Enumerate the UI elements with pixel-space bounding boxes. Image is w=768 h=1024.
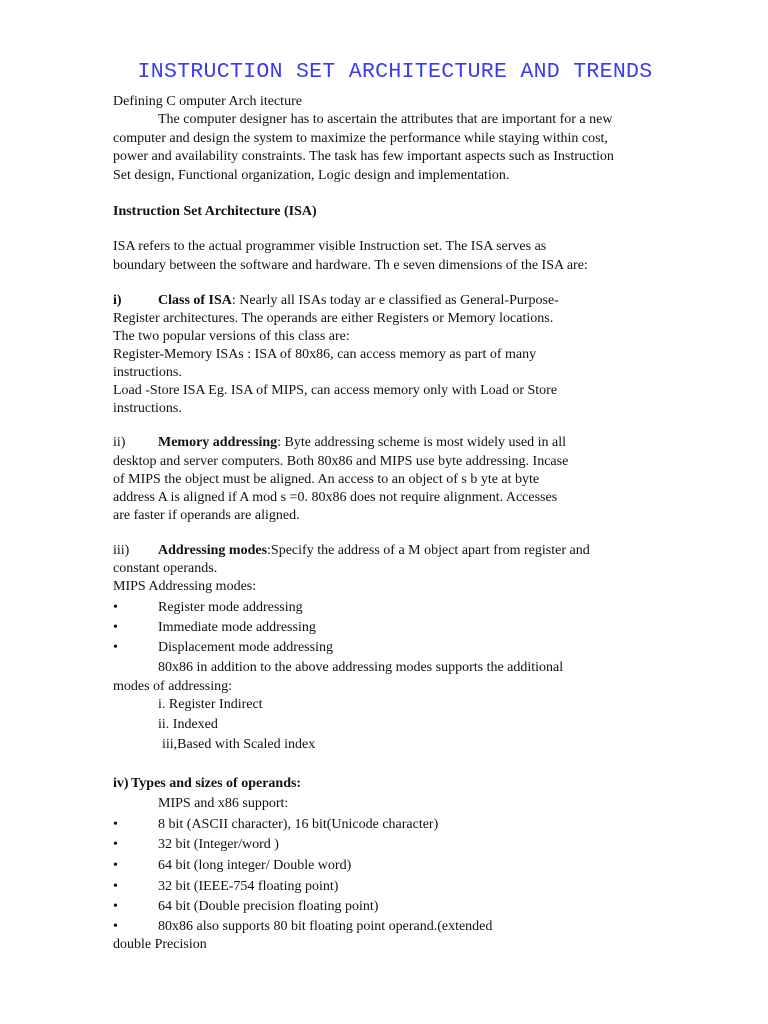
- x86-mode-item: iii,Based with Scaled index: [162, 737, 316, 752]
- item-text: : Byte addressing scheme is most widely used in all: [277, 435, 567, 450]
- bullet-icon: •: [113, 899, 118, 914]
- operand-item: 64 bit (Double precision floating point): [158, 899, 379, 914]
- item-label: Memory addressing: [158, 435, 278, 450]
- item-label: Types and sizes of operands:: [131, 776, 302, 791]
- operands-intro: MIPS and x86 support:: [158, 796, 289, 811]
- bullet-icon: •: [113, 919, 118, 934]
- operand-item-continuation: double Precision: [113, 937, 207, 952]
- class-of-isa-line: Register-Memory ISAs : ISA of 80x86, can access memory as part of many: [113, 347, 537, 362]
- item-number: i): [113, 293, 122, 308]
- x86-modes-line: modes of addressing:: [113, 679, 232, 694]
- intro-line: Set design, Functional organization, Logic design and implementation.: [113, 168, 510, 183]
- operand-item: 80x86 also supports 80 bit floating point operand.(extended: [158, 919, 493, 934]
- class-of-isa-line: instructions.: [113, 365, 182, 380]
- mips-modes-heading: MIPS Addressing modes:: [113, 579, 257, 594]
- bullet-icon: •: [113, 817, 118, 832]
- bullet-icon: •: [113, 837, 118, 852]
- intro-line: The computer designer has to ascertain the attributes that are important for a new: [158, 112, 613, 127]
- memory-addressing-line: desktop and server computers. Both 80x86 and MIPS use byte addressing. Incase: [113, 454, 569, 469]
- item-text: : Nearly all ISAs today ar e classified as General-Purpose-: [231, 293, 559, 308]
- operand-item: 32 bit (Integer/word ): [158, 837, 279, 852]
- addressing-modes-line: constant operands.: [113, 561, 218, 576]
- memory-addressing-paragraph: [113, 434, 566, 452]
- isa-line: ISA refers to the actual programmer visible Instruction set. The ISA serves as: [113, 239, 547, 254]
- class-of-isa-line: Register architectures. The operands are either Registers or Memory locations.: [113, 311, 554, 326]
- item-number: iv): [113, 776, 129, 791]
- operands-heading: [113, 775, 301, 793]
- bullet-icon: •: [113, 600, 118, 615]
- item-label: Addressing modes: [158, 543, 268, 558]
- item-label: Class of ISA: [158, 293, 232, 308]
- memory-addressing-line: address A is aligned if A mod s =0. 80x86 does not require alignment. Accesses: [113, 490, 558, 505]
- isa-line: boundary between the software and hardware. Th e seven dimensions of the ISA are:: [113, 258, 588, 273]
- class-of-isa-line: Load -Store ISA Eg. ISA of MIPS, can access memory only with Load or Store: [113, 383, 558, 398]
- intro-line: power and availability constraints. The task has few important aspects such as Instruction: [113, 149, 614, 164]
- mips-mode-item: Immediate mode addressing: [158, 620, 316, 635]
- addressing-modes-paragraph: [113, 542, 590, 560]
- item-text: :Specify the address of a M object apart from register and: [267, 543, 590, 558]
- item-number: ii): [113, 435, 126, 450]
- x86-mode-item: ii. Indexed: [158, 717, 218, 732]
- mips-mode-item: Register mode addressing: [158, 600, 303, 615]
- bullet-icon: •: [113, 620, 118, 635]
- class-of-isa-line: The two popular versions of this class are:: [113, 329, 350, 344]
- x86-mode-item: i. Register Indirect: [158, 697, 263, 712]
- operand-item: 8 bit (ASCII character), 16 bit(Unicode character): [158, 817, 439, 832]
- operand-item: 32 bit (IEEE-754 floating point): [158, 879, 339, 894]
- bullet-icon: •: [113, 858, 118, 873]
- page-title: INSTRUCTION SET ARCHITECTURE AND TRENDS: [137, 60, 653, 84]
- memory-addressing-line: are faster if operands are aligned.: [113, 508, 300, 523]
- section-heading-isa: Instruction Set Architecture (ISA): [113, 204, 317, 219]
- section-heading-defining: Defining C omputer Arch itecture: [113, 94, 302, 109]
- memory-addressing-line: of MIPS the object must be aligned. An access to an object of s b yte at byte: [113, 472, 540, 487]
- bullet-icon: •: [113, 879, 118, 894]
- class-of-isa-paragraph: [113, 292, 559, 310]
- intro-line: computer and design the system to maximize the performance while staying within cost,: [113, 131, 608, 146]
- mips-mode-item: Displacement mode addressing: [158, 640, 333, 655]
- bullet-icon: •: [113, 640, 118, 655]
- operand-item: 64 bit (long integer/ Double word): [158, 858, 352, 873]
- x86-modes-line: 80x86 in addition to the above addressing modes supports the additional: [158, 660, 564, 675]
- class-of-isa-line: instructions.: [113, 401, 182, 416]
- item-number: iii): [113, 543, 130, 558]
